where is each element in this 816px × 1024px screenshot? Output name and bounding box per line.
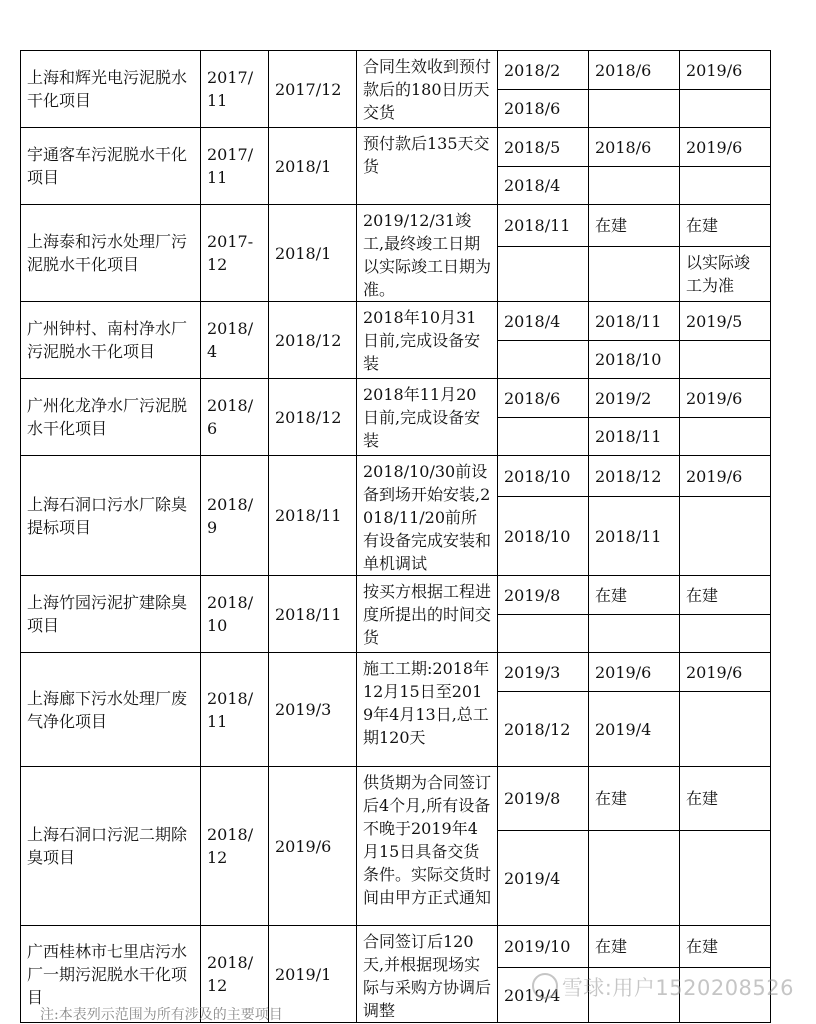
status-cell <box>589 247 680 302</box>
status-cell <box>680 90 771 128</box>
status-cell: 在建 <box>680 767 771 831</box>
delivery-terms-cell: 合同生效收到预付款后的180日历天交货 <box>357 51 498 128</box>
status-cell: 2018/10 <box>589 341 680 379</box>
delivery-terms-cell: 合同签订后120天,并根据现场实际与采购方协调后调整 <box>357 926 498 1023</box>
footer-note: 注:本表列示范围为所有涉及的主要项目 <box>40 1007 283 1023</box>
status-cell: 2019/6 <box>680 51 771 90</box>
status-cell: 2018/5 <box>498 128 589 167</box>
status-cell: 在建 <box>589 767 680 831</box>
status-cell: 2019/4 <box>498 968 589 1023</box>
date-cell: 2018/12 <box>201 926 269 1023</box>
status-cell: 2019/3 <box>498 653 589 692</box>
delivery-terms-cell: 施工工期:2018年12月15日至2019年4月13日,总工期120天 <box>357 653 498 767</box>
status-cell: 2019/4 <box>589 692 680 767</box>
status-cell <box>498 341 589 379</box>
date-cell: 2018/11 <box>269 576 357 653</box>
status-cell: 以实际竣工为准 <box>680 247 771 302</box>
status-cell: 2018/11 <box>589 302 680 341</box>
status-cell: 2019/6 <box>680 653 771 692</box>
project-name-cell: 宇通客车污泥脱水干化项目 <box>21 128 201 205</box>
delivery-terms-cell: 预付款后135天交货 <box>357 128 498 205</box>
status-cell: 2019/8 <box>498 576 589 615</box>
delivery-terms-cell: 2019/12/31竣工,最终竣工日期以实际竣工日期为准。 <box>357 205 498 302</box>
date-cell: 2018/6 <box>201 379 269 456</box>
date-cell: 2017/12 <box>269 51 357 128</box>
status-cell: 2018/10 <box>498 497 589 576</box>
status-cell: 在建 <box>680 926 771 968</box>
date-cell: 2017-12 <box>201 205 269 302</box>
status-cell <box>680 418 771 456</box>
date-cell: 2018/11 <box>269 456 357 576</box>
status-cell <box>680 692 771 767</box>
status-cell: 2019/4 <box>498 831 589 926</box>
project-name-cell: 上海泰和污水处理厂污泥脱水干化项目 <box>21 205 201 302</box>
table-row <box>21 576 771 615</box>
table-row <box>21 51 771 90</box>
date-cell: 2019/6 <box>269 767 357 926</box>
table-row <box>21 456 771 497</box>
status-cell: 2018/11 <box>498 205 589 247</box>
status-cell <box>498 247 589 302</box>
status-cell <box>498 418 589 456</box>
status-cell: 在建 <box>680 576 771 615</box>
status-cell: 2018/6 <box>498 379 589 418</box>
status-cell: 在建 <box>589 926 680 968</box>
status-cell: 2018/6 <box>589 51 680 90</box>
status-cell: 2018/11 <box>589 418 680 456</box>
date-cell: 2018/4 <box>201 302 269 379</box>
date-cell: 2018/9 <box>201 456 269 576</box>
status-cell: 2019/10 <box>498 926 589 968</box>
status-cell: 2018/10 <box>498 456 589 497</box>
date-cell: 2018/1 <box>269 128 357 205</box>
status-cell <box>680 341 771 379</box>
status-cell <box>589 167 680 205</box>
status-cell: 2018/11 <box>589 497 680 576</box>
status-cell <box>498 615 589 653</box>
status-cell <box>589 831 680 926</box>
status-cell: 2018/2 <box>498 51 589 90</box>
status-cell: 2018/12 <box>498 692 589 767</box>
date-cell: 2018/10 <box>201 576 269 653</box>
table-row <box>21 205 771 247</box>
status-cell: 在建 <box>680 205 771 247</box>
status-cell <box>680 167 771 205</box>
project-name-cell: 上海竹园污泥扩建除臭项目 <box>21 576 201 653</box>
date-cell: 2017/11 <box>201 51 269 128</box>
projects-table <box>20 50 771 1023</box>
date-cell: 2019/3 <box>269 653 357 767</box>
snowball-logo-icon <box>532 973 558 999</box>
table-row <box>21 128 771 167</box>
status-cell <box>589 615 680 653</box>
date-cell: 2018/11 <box>201 653 269 767</box>
status-cell: 2018/4 <box>498 167 589 205</box>
project-name-cell: 上海廊下污水处理厂废气净化项目 <box>21 653 201 767</box>
project-name-cell: 广州钟村、南村净水厂污泥脱水干化项目 <box>21 302 201 379</box>
status-cell: 2018/12 <box>589 456 680 497</box>
status-cell <box>589 90 680 128</box>
status-cell: 2019/8 <box>498 767 589 831</box>
table-row <box>21 767 771 831</box>
project-name-cell: 广西桂林市七里店污水厂一期污泥脱水干化项目 <box>21 926 201 1023</box>
project-name-cell: 上海石洞口污泥二期除臭项目 <box>21 767 201 926</box>
project-name-cell: 上海和辉光电污泥脱水干化项目 <box>21 51 201 128</box>
status-cell: 2019/5 <box>680 302 771 341</box>
status-cell: 2019/6 <box>680 379 771 418</box>
delivery-terms-cell: 供货期为合同签订后4个月,所有设备不晚于2019年4月15日具备交货条件。实际交货时间由甲方正式通知 <box>357 767 498 926</box>
table-row <box>21 302 771 341</box>
status-cell <box>680 831 771 926</box>
status-cell: 在建 <box>589 576 680 615</box>
delivery-terms-cell: 按买方根据工程进度所提出的时间交货 <box>357 576 498 653</box>
project-name-cell: 广州化龙净水厂污泥脱水干化项目 <box>21 379 201 456</box>
status-cell <box>680 497 771 576</box>
date-cell: 2019/1 <box>269 926 357 1023</box>
delivery-terms-cell: 2018/10/30前设备到场开始安装,2018/11/20前所有设备完成安装和单机调试 <box>357 456 498 576</box>
status-cell: 2019/2 <box>589 379 680 418</box>
date-cell: 2018/12 <box>201 767 269 926</box>
date-cell: 2018/12 <box>269 302 357 379</box>
status-cell: 2019/6 <box>680 128 771 167</box>
status-cell: 2019/6 <box>680 456 771 497</box>
table-row <box>21 379 771 418</box>
status-cell <box>680 615 771 653</box>
status-cell: 2018/4 <box>498 302 589 341</box>
delivery-terms-cell: 2018年11月20日前,完成设备安装 <box>357 379 498 456</box>
status-cell: 2019/6 <box>589 653 680 692</box>
status-cell: 2018/6 <box>498 90 589 128</box>
status-cell: 2018/6 <box>589 128 680 167</box>
delivery-terms-cell: 2018年10月31日前,完成设备安装 <box>357 302 498 379</box>
date-cell: 2018/1 <box>269 205 357 302</box>
table-row <box>21 653 771 692</box>
watermark: 雪球:用户1520208526 <box>532 972 794 1002</box>
table-row <box>21 926 771 968</box>
project-name-cell: 上海石洞口污水厂除臭提标项目 <box>21 456 201 576</box>
date-cell: 2018/12 <box>269 379 357 456</box>
date-cell: 2017/11 <box>201 128 269 205</box>
status-cell: 在建 <box>589 205 680 247</box>
